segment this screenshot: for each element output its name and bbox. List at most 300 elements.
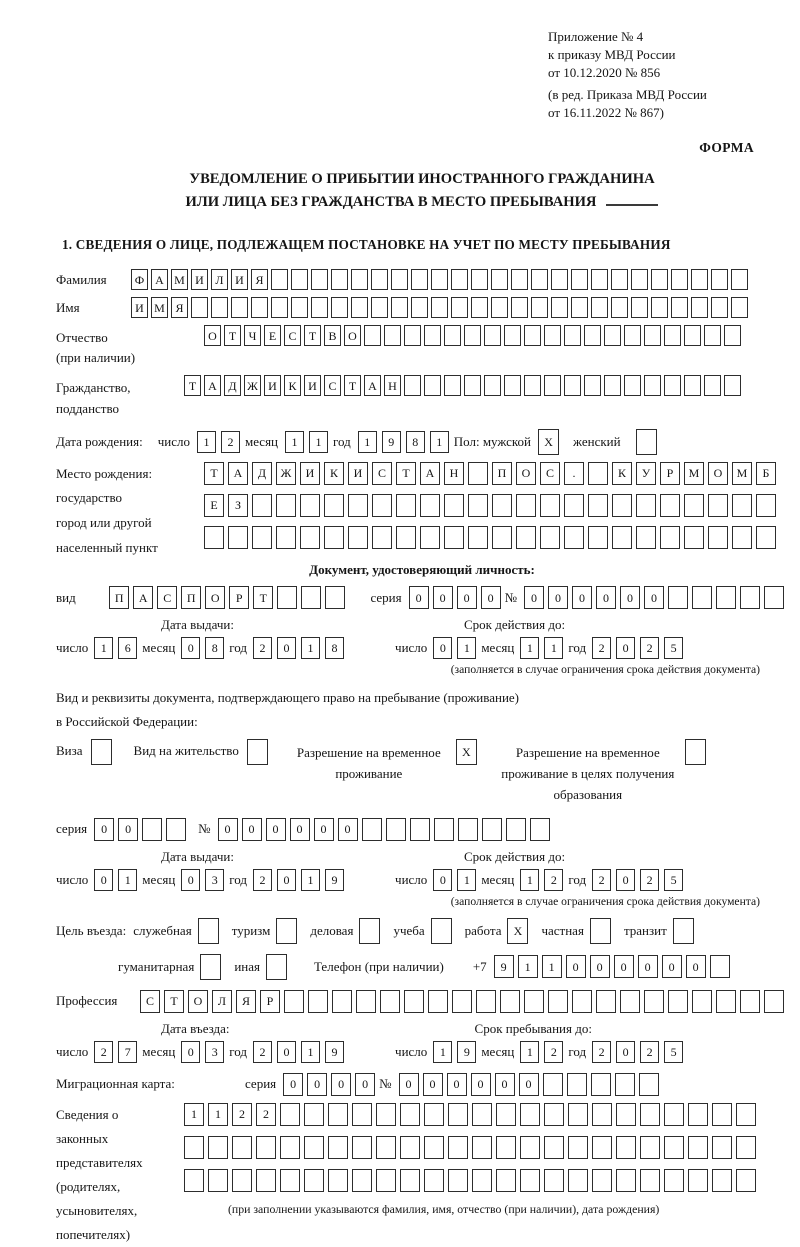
representative-cell[interactable] [400,1136,420,1159]
citizenship-cell[interactable] [464,375,481,396]
patronymic-cell[interactable] [484,325,501,346]
residence-issue-month-cell[interactable]: 0 [181,869,200,891]
representative-cell[interactable] [424,1103,444,1126]
migration-number-cell[interactable]: 0 [471,1073,491,1096]
profession-cell[interactable] [500,990,520,1013]
surname-cell[interactable]: А [151,269,168,290]
profession-cell[interactable] [548,990,568,1013]
birth-place-cell[interactable] [348,494,368,517]
birth-place-cell[interactable]: З [228,494,248,517]
patronymic-cell[interactable] [444,325,461,346]
stay-month-cell[interactable]: 1 [520,1041,539,1063]
stay-day-cell[interactable]: 9 [457,1041,476,1063]
entry-month-cell[interactable]: 3 [205,1041,224,1063]
representative-cell[interactable] [544,1169,564,1192]
surname-cell[interactable] [511,269,528,290]
name-cell[interactable] [531,297,548,318]
representative-cell[interactable] [424,1136,444,1159]
residence-expiry-year-cell[interactable]: 5 [664,869,683,891]
doc-kind-cell[interactable]: Т [253,586,273,609]
birth-place-cell[interactable]: И [300,462,320,485]
birth-place-cell[interactable] [636,494,656,517]
surname-cell[interactable] [391,269,408,290]
representative-cell[interactable] [616,1136,636,1159]
residence-number-cell[interactable]: 0 [338,818,358,841]
doc-number-cell[interactable] [716,586,736,609]
migration-number-cell[interactable]: 0 [399,1073,419,1096]
patronymic-cell[interactable] [604,325,621,346]
representative-cell[interactable] [592,1136,612,1159]
birth-place-cell[interactable] [732,494,752,517]
residence-expiry-month-cell[interactable]: 1 [520,869,539,891]
entry-year-cell[interactable]: 2 [253,1041,272,1063]
patronymic-cell[interactable] [724,325,741,346]
name-cell[interactable] [591,297,608,318]
birth-place-cell[interactable] [756,526,776,549]
birth-day-cell[interactable]: 2 [221,431,240,453]
profession-cell[interactable] [572,990,592,1013]
birth-place-cell[interactable]: Е [204,494,224,517]
migration-number-cell[interactable]: 0 [423,1073,443,1096]
citizenship-cell[interactable] [544,375,561,396]
citizenship-cell[interactable]: Н [384,375,401,396]
patronymic-cell[interactable] [704,325,721,346]
representative-cell[interactable] [688,1103,708,1126]
representative-cell[interactable] [592,1103,612,1126]
representative-cell[interactable] [688,1136,708,1159]
birth-place-cell[interactable] [660,494,680,517]
representative-cell[interactable] [304,1103,324,1126]
profession-cell[interactable]: Л [212,990,232,1013]
patronymic-cell[interactable] [644,325,661,346]
entry-day-cell[interactable]: 7 [118,1041,137,1063]
citizenship-cell[interactable]: И [304,375,321,396]
sex-female-checkbox[interactable] [636,429,657,455]
name-cell[interactable] [511,297,528,318]
representative-cell[interactable] [664,1136,684,1159]
representative-cell[interactable] [640,1103,660,1126]
residence-expiry-month-cell[interactable]: 2 [544,869,563,891]
citizenship-cell[interactable] [444,375,461,396]
birth-place-cell[interactable]: К [612,462,632,485]
birth-place-cell[interactable] [492,526,512,549]
residence-series-cell[interactable]: 0 [94,818,114,841]
birth-place-cell[interactable]: Ж [276,462,296,485]
doc-series-cell[interactable]: 0 [433,586,453,609]
birth-place-cell[interactable] [348,526,368,549]
migration-number-cell[interactable]: 0 [447,1073,467,1096]
purpose-private-checkbox[interactable] [590,918,611,944]
identity-expiry-year-cell[interactable]: 2 [592,637,611,659]
citizenship-cell[interactable]: Т [344,375,361,396]
residence-number-cell[interactable]: 0 [290,818,310,841]
identity-expiry-day-cell[interactable]: 0 [433,637,452,659]
purpose-other-checkbox[interactable] [266,954,287,980]
entry-day-cell[interactable]: 2 [94,1041,113,1063]
stay-year-cell[interactable]: 2 [640,1041,659,1063]
birth-place-cell[interactable]: . [564,462,584,485]
doc-kind-cell[interactable]: П [109,586,129,609]
purpose-transit-checkbox[interactable] [673,918,694,944]
name-cell[interactable] [271,297,288,318]
profession-cell[interactable] [284,990,304,1013]
doc-number-cell[interactable]: 0 [572,586,592,609]
patronymic-cell[interactable] [624,325,641,346]
citizenship-cell[interactable]: Т [184,375,201,396]
doc-series-cell[interactable]: 0 [409,586,429,609]
representative-cell[interactable] [232,1169,252,1192]
surname-cell[interactable] [551,269,568,290]
birth-place-cell[interactable]: У [636,462,656,485]
migration-number-cell[interactable] [543,1073,563,1096]
birth-place-cell[interactable]: А [228,462,248,485]
birth-place-cell[interactable] [708,494,728,517]
residence-number-cell[interactable] [458,818,478,841]
birth-day-cell[interactable]: 1 [197,431,216,453]
representative-cell[interactable] [352,1136,372,1159]
birth-place-cell[interactable] [324,494,344,517]
profession-cell[interactable] [764,990,784,1013]
representative-cell[interactable] [496,1136,516,1159]
name-cell[interactable] [651,297,668,318]
doc-number-cell[interactable]: 0 [644,586,664,609]
profession-cell[interactable] [332,990,352,1013]
name-cell[interactable] [671,297,688,318]
representative-cell[interactable] [376,1103,396,1126]
residence-expiry-day-cell[interactable]: 0 [433,869,452,891]
birth-place-cell[interactable] [540,526,560,549]
identity-issue-year-cell[interactable]: 1 [301,637,320,659]
surname-cell[interactable] [491,269,508,290]
doc-number-cell[interactable]: 0 [548,586,568,609]
representative-cell[interactable] [400,1169,420,1192]
patronymic-cell[interactable] [364,325,381,346]
birth-place-cell[interactable] [708,526,728,549]
doc-number-cell[interactable]: 0 [620,586,640,609]
phone-cell[interactable]: 0 [638,955,658,978]
representative-cell[interactable] [616,1169,636,1192]
representative-cell[interactable] [328,1169,348,1192]
birth-place-cell[interactable] [324,526,344,549]
representative-cell[interactable] [616,1103,636,1126]
birth-place-cell[interactable]: Т [396,462,416,485]
surname-cell[interactable]: Я [251,269,268,290]
representative-cell[interactable] [544,1103,564,1126]
citizenship-cell[interactable]: А [204,375,221,396]
surname-cell[interactable]: Ф [131,269,148,290]
surname-cell[interactable] [331,269,348,290]
patronymic-cell[interactable]: В [324,325,341,346]
birth-place-cell[interactable] [372,526,392,549]
birth-place-cell[interactable] [588,462,608,485]
surname-cell[interactable]: М [171,269,188,290]
representative-cell[interactable] [424,1169,444,1192]
citizenship-cell[interactable] [584,375,601,396]
citizenship-cell[interactable]: Ж [244,375,261,396]
doc-kind-cell[interactable]: О [205,586,225,609]
profession-cell[interactable]: О [188,990,208,1013]
residence-series-cell[interactable] [142,818,162,841]
representative-cell[interactable] [736,1169,756,1192]
identity-issue-year-cell[interactable]: 8 [325,637,344,659]
doc-kind-cell[interactable] [325,586,345,609]
representative-cell[interactable] [280,1169,300,1192]
birth-place-cell[interactable]: М [684,462,704,485]
representative-cell[interactable] [520,1136,540,1159]
representative-cell[interactable] [376,1136,396,1159]
migration-number-cell[interactable] [639,1073,659,1096]
profession-cell[interactable] [692,990,712,1013]
birth-place-cell[interactable] [564,494,584,517]
patronymic-cell[interactable]: Е [264,325,281,346]
birth-place-cell[interactable] [468,462,488,485]
phone-cell[interactable]: 1 [518,955,538,978]
identity-expiry-year-cell[interactable]: 5 [664,637,683,659]
birth-place-cell[interactable] [420,526,440,549]
name-cell[interactable] [711,297,728,318]
name-cell[interactable] [411,297,428,318]
representative-cell[interactable] [184,1136,204,1159]
surname-cell[interactable] [711,269,728,290]
citizenship-cell[interactable] [424,375,441,396]
representative-cell[interactable] [304,1169,324,1192]
phone-cell[interactable]: 0 [686,955,706,978]
birth-place-cell[interactable]: М [732,462,752,485]
identity-issue-day-cell[interactable]: 6 [118,637,137,659]
residence-issue-day-cell[interactable]: 1 [118,869,137,891]
doc-number-cell[interactable] [764,586,784,609]
doc-number-cell[interactable]: 0 [596,586,616,609]
birth-place-cell[interactable] [588,494,608,517]
representative-cell[interactable] [208,1136,228,1159]
migration-number-cell[interactable]: 0 [519,1073,539,1096]
birth-place-cell[interactable] [444,526,464,549]
representative-cell[interactable] [496,1169,516,1192]
profession-cell[interactable] [524,990,544,1013]
entry-year-cell[interactable]: 0 [277,1041,296,1063]
surname-cell[interactable] [631,269,648,290]
birth-year-cell[interactable]: 1 [430,431,449,453]
doc-kind-cell[interactable]: П [181,586,201,609]
representative-cell[interactable] [736,1103,756,1126]
profession-cell[interactable]: Р [260,990,280,1013]
birth-place-cell[interactable] [660,526,680,549]
residence-issue-month-cell[interactable]: 3 [205,869,224,891]
sex-male-checkbox[interactable]: X [538,429,559,455]
representative-cell[interactable] [496,1103,516,1126]
citizenship-cell[interactable] [404,375,421,396]
name-cell[interactable]: Я [171,297,188,318]
birth-place-cell[interactable] [276,494,296,517]
birth-place-cell[interactable] [396,526,416,549]
birth-place-cell[interactable] [612,526,632,549]
representative-cell[interactable] [448,1169,468,1192]
patronymic-cell[interactable] [664,325,681,346]
name-cell[interactable] [611,297,628,318]
citizenship-cell[interactable] [624,375,641,396]
birth-place-cell[interactable] [516,494,536,517]
residence-issue-year-cell[interactable]: 0 [277,869,296,891]
profession-cell[interactable]: Т [164,990,184,1013]
birth-month-cell[interactable]: 1 [309,431,328,453]
representative-cell[interactable] [448,1103,468,1126]
patronymic-cell[interactable]: Т [304,325,321,346]
birth-place-cell[interactable] [444,494,464,517]
citizenship-cell[interactable] [704,375,721,396]
representative-cell[interactable] [640,1136,660,1159]
doc-number-cell[interactable] [740,586,760,609]
name-cell[interactable] [631,297,648,318]
profession-cell[interactable] [644,990,664,1013]
residence-number-cell[interactable] [386,818,406,841]
residence-issue-day-cell[interactable]: 0 [94,869,113,891]
patronymic-cell[interactable] [524,325,541,346]
surname-cell[interactable] [471,269,488,290]
surname-cell[interactable] [291,269,308,290]
birth-place-cell[interactable] [492,494,512,517]
representative-cell[interactable] [280,1103,300,1126]
representative-cell[interactable]: 2 [256,1103,276,1126]
birth-place-cell[interactable] [252,526,272,549]
phone-cell[interactable]: 0 [590,955,610,978]
profession-cell[interactable] [308,990,328,1013]
representative-cell[interactable] [328,1103,348,1126]
visa-checkbox[interactable] [91,739,112,765]
patronymic-cell[interactable] [564,325,581,346]
name-cell[interactable]: И [131,297,148,318]
residence-number-cell[interactable]: 0 [314,818,334,841]
citizenship-cell[interactable]: А [364,375,381,396]
birth-place-cell[interactable] [468,494,488,517]
representative-cell[interactable] [568,1103,588,1126]
citizenship-cell[interactable] [684,375,701,396]
phone-cell[interactable]: 1 [542,955,562,978]
birth-place-cell[interactable]: А [420,462,440,485]
name-cell[interactable] [191,297,208,318]
patronymic-cell[interactable] [464,325,481,346]
birth-place-cell[interactable] [372,494,392,517]
residence-number-cell[interactable]: 0 [266,818,286,841]
surname-cell[interactable]: И [231,269,248,290]
patronymic-cell[interactable]: Т [224,325,241,346]
doc-number-cell[interactable] [692,586,712,609]
purpose-work-checkbox[interactable]: X [507,918,528,944]
representative-cell[interactable] [520,1103,540,1126]
representative-cell[interactable] [472,1136,492,1159]
name-cell[interactable] [391,297,408,318]
citizenship-cell[interactable]: И [264,375,281,396]
purpose-official-checkbox[interactable] [198,918,219,944]
name-cell[interactable] [291,297,308,318]
identity-expiry-year-cell[interactable]: 0 [616,637,635,659]
surname-cell[interactable] [351,269,368,290]
birth-place-cell[interactable] [300,494,320,517]
birth-place-cell[interactable]: И [348,462,368,485]
residence-number-cell[interactable] [410,818,430,841]
doc-kind-cell[interactable]: А [133,586,153,609]
surname-cell[interactable] [591,269,608,290]
migration-number-cell[interactable]: 0 [495,1073,515,1096]
temporary-residence-education-checkbox[interactable] [685,739,706,765]
representative-cell[interactable] [520,1169,540,1192]
birth-place-cell[interactable] [516,526,536,549]
representative-cell[interactable]: 1 [184,1103,204,1126]
identity-issue-month-cell[interactable]: 0 [181,637,200,659]
residence-number-cell[interactable]: 0 [218,818,238,841]
birth-place-cell[interactable] [756,494,776,517]
representative-cell[interactable] [328,1136,348,1159]
representative-cell[interactable] [712,1103,732,1126]
birth-place-cell[interactable] [276,526,296,549]
phone-cell[interactable]: 0 [662,955,682,978]
doc-number-cell[interactable]: 0 [524,586,544,609]
birth-place-cell[interactable]: Н [444,462,464,485]
migration-series-cell[interactable]: 0 [331,1073,351,1096]
birth-place-cell[interactable] [420,494,440,517]
residence-number-cell[interactable]: 0 [242,818,262,841]
birth-place-cell[interactable] [612,494,632,517]
surname-cell[interactable] [431,269,448,290]
birth-place-cell[interactable]: О [708,462,728,485]
citizenship-cell[interactable] [564,375,581,396]
citizenship-cell[interactable]: Д [224,375,241,396]
migration-number-cell[interactable] [591,1073,611,1096]
birth-place-cell[interactable] [252,494,272,517]
phone-cell[interactable]: 0 [566,955,586,978]
birth-place-cell[interactable]: Р [660,462,680,485]
citizenship-cell[interactable] [664,375,681,396]
residence-series-cell[interactable]: 0 [118,818,138,841]
representative-cell[interactable] [376,1169,396,1192]
birth-place-cell[interactable] [204,526,224,549]
stay-day-cell[interactable]: 1 [433,1041,452,1063]
representative-cell[interactable] [568,1136,588,1159]
birth-year-cell[interactable]: 9 [382,431,401,453]
residence-expiry-year-cell[interactable]: 2 [640,869,659,891]
stay-month-cell[interactable]: 2 [544,1041,563,1063]
birth-month-cell[interactable]: 1 [285,431,304,453]
representative-cell[interactable] [664,1169,684,1192]
citizenship-cell[interactable] [724,375,741,396]
surname-cell[interactable] [451,269,468,290]
representative-cell[interactable] [304,1136,324,1159]
patronymic-cell[interactable] [684,325,701,346]
profession-cell[interactable] [356,990,376,1013]
residence-issue-year-cell[interactable]: 1 [301,869,320,891]
residence-permit-checkbox[interactable] [247,739,268,765]
birth-place-cell[interactable]: Д [252,462,272,485]
doc-series-cell[interactable]: 0 [481,586,501,609]
purpose-humanitarian-checkbox[interactable] [200,954,221,980]
birth-place-cell[interactable]: Б [756,462,776,485]
patronymic-cell[interactable] [384,325,401,346]
name-cell[interactable] [451,297,468,318]
birth-place-cell[interactable] [684,494,704,517]
surname-cell[interactable] [571,269,588,290]
birth-place-cell[interactable] [588,526,608,549]
representative-cell[interactable] [592,1169,612,1192]
surname-cell[interactable] [671,269,688,290]
entry-year-cell[interactable]: 1 [301,1041,320,1063]
representative-cell[interactable] [256,1136,276,1159]
representative-cell[interactable] [352,1103,372,1126]
doc-kind-cell[interactable]: С [157,586,177,609]
name-cell[interactable] [431,297,448,318]
citizenship-cell[interactable]: С [324,375,341,396]
name-cell[interactable] [731,297,748,318]
representative-cell[interactable] [736,1136,756,1159]
doc-series-cell[interactable]: 0 [457,586,477,609]
